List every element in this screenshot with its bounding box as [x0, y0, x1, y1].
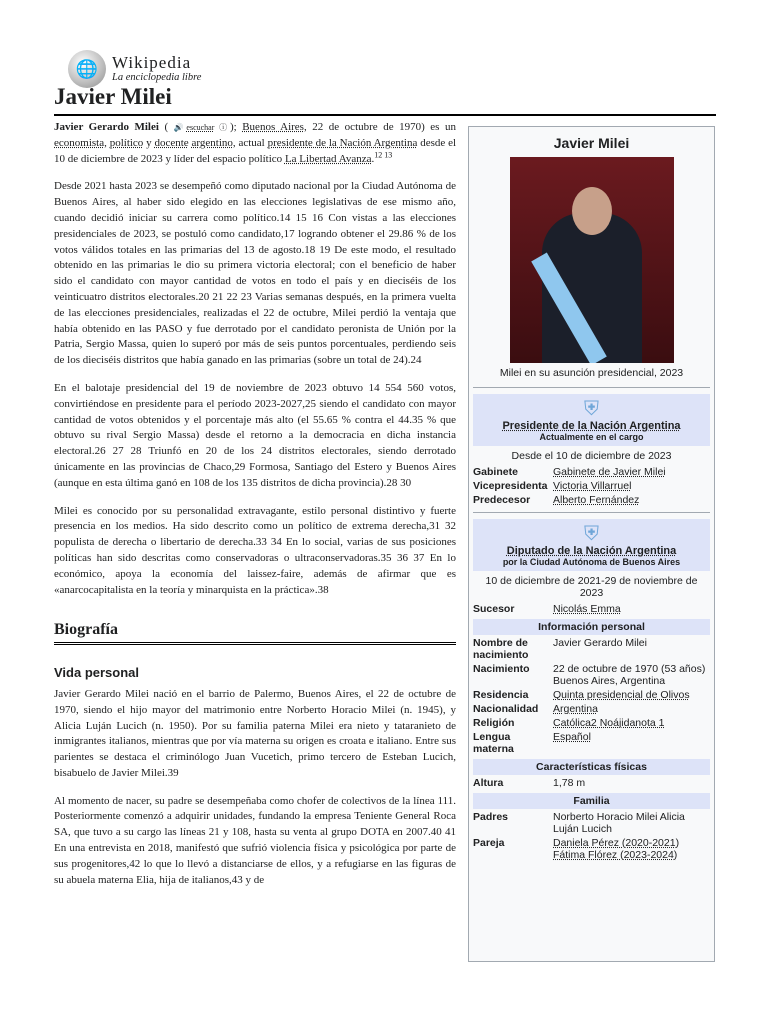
office-header-president	[473, 394, 710, 446]
infobox-row	[473, 494, 710, 506]
subject-name: Javier Gerardo Milei	[54, 121, 159, 133]
site-tagline: La enciclopedia libre	[112, 72, 202, 83]
infobox-row	[473, 663, 710, 687]
row-value: 1,78 m	[553, 777, 586, 789]
row-label: Lengua materna	[473, 731, 514, 755]
text-run: desde el 10 de diciembre de 2023 y líder del espacio político	[54, 136, 457, 165]
row-label: Nombre de nacimiento	[473, 637, 529, 661]
section-header-personal: Información personal	[473, 619, 710, 635]
speaker-icon[interactable]: 🔊escuchar ⓘ	[173, 123, 230, 132]
row-value[interactable]: Gabinete de Javier Milei	[553, 466, 666, 478]
title-divider	[54, 114, 716, 116]
text-run: ;	[233, 121, 243, 133]
paragraph: Desde 2021 hasta 2023 se desempeñó como diputado nacional por la Ciudad Autónoma de Buenos Aires, al haber sido elegido en las elecciones legislativas de ese mismo año, cuando decidió iniciar su carrera como político.14 15 16 Con vistas a las elecciones presidenciales de 2023, se postuló como candidato,17 logrando obtener el 29.86 % de los votos válidos totales en las primarias del 13 de agosto.18 19 De este modo, el resultado obtenido en las primarias le dio su primera victoria electoral; con el beneficio de haber sido el candidato con mayor cantidad de votos en todo el país y en dieciséis de los veinticuatro distritos electorales.20 21 22 23 Varias semanas después, en la primera vuelta de las elecciones presidenciales, realizadas el 22 de octubre, Milei perdió la ventaja que había obtenido en las PASO y fue derrotado por el candidato peronista de Unión por la Patria, Sergio Massa, quien lo superó por más de seis puntos porcentuales, perdiendo seis de los dieciséis distritos que había ganado en las primarias (sobre un total de 24).24	[54, 180, 456, 367]
infobox-row	[473, 777, 710, 789]
office-dates: 10 de diciembre de 2021-29 de noviembre de 2023	[485, 575, 698, 599]
coat-of-arms-icon: ⛨	[584, 523, 599, 545]
row-label: Pareja	[473, 837, 505, 849]
office-title[interactable]: Presidente de la Nación Argentina	[502, 420, 681, 432]
infobox-row	[473, 731, 710, 755]
row-value[interactable]: Victoria Villarruel	[553, 480, 632, 492]
row-label: Predecesor	[473, 494, 531, 506]
infobox	[468, 126, 715, 962]
link-economista[interactable]: economista	[54, 136, 105, 149]
divider	[473, 387, 710, 388]
row-label: Vicepresidenta	[473, 480, 548, 492]
row-label: Altura	[473, 777, 504, 789]
office-subtitle: Actualmente en el cargo	[539, 432, 644, 442]
row-label: Residencia	[473, 689, 529, 701]
listen-link[interactable]: escuchar	[186, 123, 215, 132]
office-title[interactable]: Diputado de la Nación Argentina	[506, 545, 677, 557]
row-value[interactable]: Nicolás Emma	[553, 603, 621, 615]
link-la-libertad-avanza[interactable]: La Libertad Avanza	[284, 152, 372, 165]
portrait-image[interactable]	[510, 157, 674, 363]
coat-of-arms-icon: ⛨	[584, 398, 599, 420]
text-run: , 22 de octubre de 1970) es un	[303, 121, 456, 133]
subsection-heading-vida-personal: Vida personal	[54, 665, 140, 681]
paragraph: En el balotaje presidencial del 19 de noviembre de 2023 obtuvo 14 554 560 votos, convirtiéndose en presidente para el período 2023-2027,25 siendo el candidato con mayor cantidad de votos obtenidos y el porcentaje más alto (el 55.65 % contra el 44.35 % que obtuvo su rival Sergio Massa) desde el retorno a la democracia en dicha instancia electoral.26 27 28 Triunfó en 20 de los 24 distritos electorales, siendo derrotado únicamente en las provincias de Chaco,29 Formosa, Santiago del Estero y Buenos Aires (aunque en esta última ganó en 108 de los 135 distritos de dicha provincia).28 30	[54, 381, 456, 489]
section-header-family: Familia	[473, 793, 710, 809]
link-argentino[interactable]: argentino	[191, 136, 233, 149]
row-value[interactable]: Daniela Pérez (2020-2021) Fátima Flórez (2023-2024)	[553, 837, 680, 861]
infobox-row	[473, 703, 710, 715]
reference[interactable]: 12 13	[374, 149, 393, 159]
infobox-row	[473, 837, 710, 861]
paragraph: Javier Gerardo Milei nació en el barrio de Palermo, Buenos Aires, el 22 de octubre de 1970, siendo el hijo mayor del matrimonio entre Norberto Horacio Milei (n. 1945), y Alicia Luján Lucich (n. 1950). Por su familia paterna Milei era nieto y tataranieto de inmigrantes italianos, mientras que por vía materna su origen es croata e italiano. Entre sus parientes se destaca el criminólogo Juan Vucetich, primo tercero de Esteban Lucich, bisabuelo de Javier Milei.39	[54, 687, 456, 779]
row-value[interactable]: Argentina	[553, 703, 598, 715]
row-value[interactable]: Católica2 Noájidanota 1	[553, 717, 665, 729]
office-header-diputado	[473, 519, 710, 571]
link-buenos-aires[interactable]: Buenos Aires	[242, 121, 304, 133]
office-subtitle: por la Ciudad Autónoma de Buenos Aires	[502, 557, 681, 567]
infobox-row	[473, 811, 710, 835]
link-presidente[interactable]: presidente de la Nación Argentina	[267, 136, 418, 149]
row-value: 22 de octubre de 1970 (53 años) Buenos Aires, Argentina	[553, 663, 706, 687]
row-label: Padres	[473, 811, 509, 823]
infobox-row	[473, 717, 710, 729]
link-politico[interactable]: político	[109, 136, 144, 149]
paragraph: Al momento de nacer, su padre se desempeñaba como chofer de colectivos de la línea 111. Posteriormente comenzó a adquirir unidades, fundando la empresa Teniente General Roca SA, que tuvo a su cargo las líneas 21 y 108, hasta su venta al grupo DOTA en 2007.40 41 En una entrevista en 2018, manifestó que sufrió violencia física y psicológica por parte de sus progenitores,42 lo que lo llevó a distanciarse de ellos, y a refugiarse en las figuras de su abuela materna Elia, hija de italianos,43 y de	[54, 794, 456, 886]
infobox-row	[473, 466, 710, 478]
infobox-row	[473, 603, 710, 615]
infobox-row	[473, 689, 710, 701]
intro-paragraph: Javier Gerardo Milei ( 🔊escuchar ⓘ); Buenos Aires, 22 de octubre de 1970) es un economista, político y docente argentino, actual presidente de la Nación Argentina desde el 10 de diciembre de 2023 y líder del espacio político La Libertad Avanza.$^{12 13}$	[54, 121, 457, 165]
row-label: Sucesor	[473, 603, 515, 615]
divider	[473, 512, 710, 513]
link-docente[interactable]: docente	[154, 136, 189, 149]
row-label: Religión	[473, 717, 515, 729]
infobox-row	[473, 480, 710, 492]
article-body	[54, 120, 456, 900]
office-dates: Desde el 10 de diciembre de 2023	[511, 450, 672, 462]
image-caption: Milei en su asunción presidencial, 2023	[499, 367, 684, 379]
site-name: Wikipedia	[112, 53, 192, 72]
row-value[interactable]: Alberto Fernández	[553, 494, 640, 506]
wikipedia-logo[interactable]	[68, 50, 201, 88]
row-label: Gabinete	[473, 466, 518, 478]
wikipedia-globe-icon: 🌐	[68, 50, 106, 88]
infobox-row	[473, 637, 710, 661]
page-title: Javier Milei	[54, 84, 172, 109]
infobox-title: Javier Milei	[553, 135, 630, 151]
text-run: , actual	[232, 136, 268, 149]
row-value[interactable]: Quinta presidencial de Olivos	[553, 689, 690, 701]
row-value[interactable]: Español	[553, 731, 591, 743]
row-value: Javier Gerardo Milei	[553, 637, 647, 649]
section-heading-biografia: Biografía	[54, 622, 456, 645]
section-header-physical: Características físicas	[473, 759, 710, 775]
portrait-head	[572, 187, 612, 235]
paragraph: Milei es conocido por su personalidad extravagante, estilo personal distintivo y fuerte presencia en los medios. Ha sido descrito como un político de extrema derecha,31 32 populista de derecha o libertario de derecha.33 34 En lo social, varias de sus posiciones políticas han sido descritas como conservadoras o ultraconservadoras.35 36 37 En lo económico, apoya la economía del laissez-faire, además de afirmar que es «anarcocapitalista en la teoría y minarquista en la práctica».38	[54, 504, 456, 596]
row-value: Norberto Horacio Milei Alicia Luján Lucich	[553, 811, 685, 835]
row-label: Nacimiento	[473, 663, 530, 675]
row-label: Nacionalidad	[473, 703, 539, 715]
